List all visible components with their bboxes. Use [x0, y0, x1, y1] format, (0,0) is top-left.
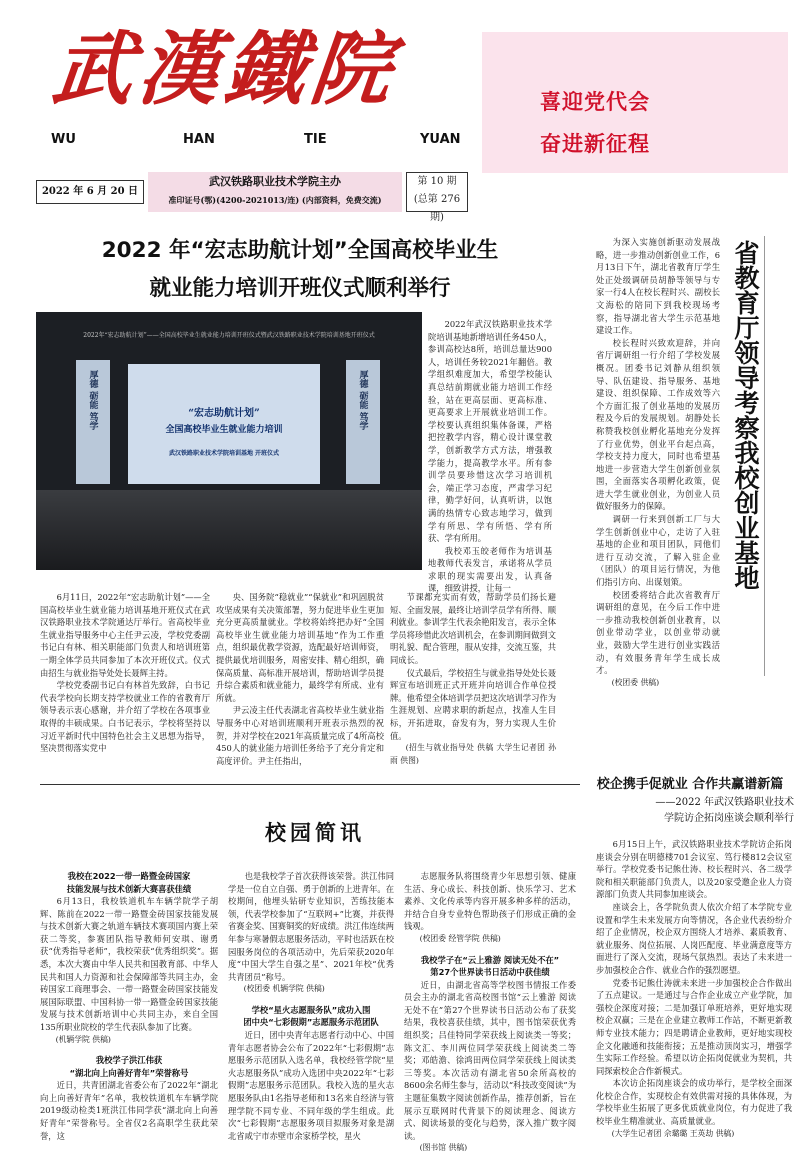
projection-screen	[128, 364, 320, 484]
issue-info-bar	[36, 172, 468, 223]
left-banner	[76, 360, 110, 484]
brief-credit: (校团委 机辆学院 供稿)	[243, 984, 325, 994]
masthead-pinyin-1: WU	[51, 132, 76, 147]
issue-total: (总第 276 期)	[413, 194, 461, 223]
main-article-column-2	[216, 591, 384, 775]
brief-title: 我校在2022一带一路暨金砖国家	[67, 871, 191, 881]
article2-body	[596, 838, 792, 1142]
brief-credit: (图书馆 供稿)	[419, 1143, 468, 1153]
divider	[764, 236, 765, 676]
article2-subtitle-1: ——2022 年武汉铁路职业技术	[655, 797, 794, 808]
paragraph: 本次访企拓岗座谈会的成功举行，是学校全面深化校企合作，实现校企有效供需对接的具体体现，为学校毕业生拓展了更多优质就业岗位，有力促进了我校毕业生精准就业、高质量就业。	[596, 1078, 792, 1127]
issue-number: 第 10 期	[417, 176, 457, 187]
brief-title: 第27个世界读书日活动中获佳绩	[430, 967, 550, 978]
paragraph: 为深入实施创新驱动发展战略，进一步推动创新创业工作，6月13日下午，湖北省教育厅学生处正处级调研员胡静等领导与专家一行4人在校长程时兴、副校长文海松的陪同下到我校现场考察，指导湖北省大学生示范基地建设工作。	[596, 237, 720, 336]
brief-title: 我校学子洪江伟获	[95, 1055, 163, 1066]
paragraph: 校团委将结合此次省教育厅调研组的意见，在今后工作中进一步推动我校创新创业教育，以创业带动学业，以创业带动就业，鼓励大学生进行创业实践活动，有效服务青年学生成长成才。	[596, 589, 720, 676]
print-permit: 准印证号(鄂)(4200-2021013/连) (内部资料，免费交流)	[168, 195, 382, 205]
main-headline	[40, 232, 560, 308]
masthead-title: 武漢鐵院	[48, 22, 402, 116]
paragraph: 仪式最后，学校招生与就业指导处处长聂辉宣布培训班正式开班并向培训合作单位授牌。他希望全体培训学员把这次培训学习作为生涯规划、应聘求职的新起点，找准人生目标，开拓进取，奋发有为，努力实现人生价值。	[390, 667, 556, 741]
paragraph: 调研一行来到创新工厂与大学生创新创业中心，走访了入驻基地的企业和项目团队，同他们进行互动交流，了解入驻企业（团队）的项目运行情况，为他们指引方向、出谋划策。	[596, 514, 720, 588]
brief-title: 团中央“七彩假期”志愿服务示范团队	[243, 1017, 379, 1028]
left-banner-text: 厚德 砺能 笃学	[87, 370, 98, 431]
paragraph: 座谈会上，各学院负责人依次介绍了本学院专业设置和学生未来发展方向等情况，各企业代表纷纷介绍了企业情况，校企双方围绕人才培养、素质教育、就业服务、岗位拓展、人岗匹配度、毕业满意度等方面进行了深入交流，现场气氛热烈。表达了未来进一步加强校企合作、就业合作的强烈愿望。	[596, 901, 792, 975]
slogan-line-1: 喜迎党代会	[540, 89, 650, 114]
paragraph: 学校党委副书记白有林首先致辞，白书记代表学校向长期支持学校就业工作的省教育厅领导表示衷心感谢，并介绍了学校在各项事业取得的丰硕成果。白书记表示，学校将坚持以习近平新时代中国特色社会主义思想为指导，坚决贯彻落实党中	[40, 680, 210, 754]
masthead-pinyin-4: YUAN	[420, 132, 461, 147]
screen-caption: 武汉铁路职业技术学院培训基地 开班仪式	[168, 450, 280, 457]
article2-subtitle-2: 学院访企拓岗座谈会顺利举行	[664, 813, 794, 824]
paragraph: 尹云凌主任代表湖北省高校毕业生就业指导服务中心对培训班顺利开班表示热烈的祝贺，并对学校在2021年高质量完成了4所高校450人的就业能力培训任务给予了充分肯定和高度评价。尹主任指出，	[216, 705, 384, 766]
side-vertical-headline: 省教育厅领导考察我校创业基地	[731, 240, 760, 590]
brief-title: 学校“星火志愿服务队”成功入围	[251, 1004, 371, 1015]
stage-banner-text: 2022年“宏志助航计划”——全国高校毕业生就业能力培训开班仪式暨武汉铁路职业技术学院培训基地开班仪式	[83, 332, 375, 339]
brief-text: 近日，共青团湖北省委公布了2022年“湖北向上向善好青年”名单，我校铁道机车车辆学院2019级动检类1班洪江伟同学获“湖北向上向善好青年”荣誉称号。全省仅2名高职学生获此荣誉，这	[40, 1080, 218, 1141]
right-banner	[346, 360, 380, 484]
masthead	[45, 14, 465, 152]
stage-floor	[36, 490, 422, 570]
paragraph: 校长程时兴致欢迎辞，并向省厅调研组一行介绍了学校发展概况。团委书记刘静从组织领导、队伍建设、指导服务、基地建设、组织保障、工作成效等六个方面汇报了创业基地的发展历程及今后的发展规划。胡静处长称赞我校创业孵化基地充分发挥了行业优势，创业平台起点高，学校支持力度大，同时也希望基地进一步营造大学生创新创业氛围，全面落实各项孵化政策，促进大学生就业创业，为创业人员做好服务力的保障。	[596, 337, 720, 512]
brief-credit: (校团委 经管学院 供稿)	[419, 933, 501, 943]
side-article-column	[596, 236, 720, 771]
main-headline-line-1: 2022 年“宏志助航计划”全国高校毕业生	[101, 238, 499, 263]
brief-column-1	[40, 870, 218, 1140]
masthead-pinyin-2: HAN	[183, 132, 215, 147]
brief-text: 近日，团中央青年志愿者行动中心、中国青年志愿者协会公布了2022年“七彩假期”志愿服务示范团队入选名单，我校经管学院“星火志愿服务队”成功入选团中央2022年“七彩假期”志愿服务示范团队。我校入选的星火志愿服务队由1名指导老师和13名来自经济与管理学院不同专业、不同年级的学生组成。此次“七彩假期”志愿服务项目拟服务对象是湖北省咸宁市赤壁市余家桥学校，星火	[228, 1029, 394, 1141]
brief-title: “湖北向上向善好青年”荣誉称号	[69, 1067, 189, 1078]
brief-column-3	[404, 870, 576, 1153]
paragraph: 央、国务院“稳就业”“保就业”和巩固脱贫攻坚成果有关决策部署，努力促进毕业生更加充分更高质量就业。学校将始终把办好“全国高校毕业生就业能力培训基地”作为工作重点，组织最优教学资源，选配最好培训师资，提供最优培训服务，周密安排、精心组织，确保高质量、高标准开展培训，帮助培训学员提升综合素质和就业能力，最终学有所成、业有所就。	[216, 592, 384, 703]
paragraph: 6月11日，2022年“宏志助航计划”——全国高校毕业生就业能力培训基地开班仪式在武汉铁路职业技术学院通达厅举行。省高校毕业生就业指导服务中心主任尹云凌，学校党委副书记白有林、相关职能部门负责人和培训班第一期全体学员共同参加了本次开班仪式。仪式由招生与就业指导处处长聂辉主持。	[40, 592, 210, 678]
right-banner-text: 厚德 砺能 笃学	[357, 370, 368, 431]
event-photo	[36, 312, 422, 570]
publisher: 武汉铁路职业技术学院主办	[209, 175, 341, 188]
slogan-box	[482, 32, 788, 173]
brief-text: 6月13日，我校铁道机车车辆学院学子胡辉、陈前在2022一带一路暨金砖国家技能发展与技术创新大赛之轨道车辆技术赛项国内赛上荣获二等奖，参赛团队指导教师何安琪、谢勇获“优秀指导老师”，我校荣获“优秀组织奖”。据悉，本次大赛由中华人民共和国教育部、中华人民共和国人力资源和社会保障部等共同主办，金砖国家工商理事会、一带一路暨金砖国家技能发展国际联盟、中国科协一带一路暨金砖国家技能发展与技术创新培训中心共同主办，来自全国135所职业院校的学生代表队参加了比赛。	[40, 896, 218, 1032]
paragraph: 2022年武汉铁路职业技术学院培训基地新增培训任务450人，参训高校达8所，培训总量达900人，培训任务较2021年翻倍。教学组织难度加大，希望学校能认真总结前期就业能力培训工作经验，站在更高层面、更高标准、更高要求上开展就业培训工作。学校要认真组织集体备课，严格把控教学内容，精心设计课堂教学，创新教学方式方法，增强教学能力，提高教学水平。所有参训学员要珍惜这次学习培训机会，端正学习态度，严肃学习纪律，勤学好问，认真听讲，以饱满的热情专心致志地学习，做到学有所思、学有所悟、学有所获、学有所用。	[428, 319, 552, 544]
paragraph: 党委书记熊仕涛就未来进一步加强校企合作做出了五点建议。一是通过与合作企业成立产业学院，加强校企深度对接；二是加强订单班培养，更好地实现校企双赢；三是在企业建立教师工作站，不断更新教师专业技术能力；四是聘请企业教师，更好地实现校企文化融通和技能衔接；五是推动顶岗实习，增强学生实际工作经验。希望以访企拓岗促就业为契机，共同探索校企合作新模式。	[596, 977, 792, 1076]
paragraph: 6月15日上午，武汉铁路职业技术学院访企拓岗座谈会分别在明德楼701会议室、笃行楼812会议室举行。学校党委书记熊仕涛、校长程时兴、各二级学院和相关职能部门负责人，以及20家受邀企业人力资源部门负责人共同参加座谈会。	[596, 839, 792, 900]
brief-credit: (机辆学院 供稿)	[55, 1034, 111, 1044]
slogan-line-2: 奋进新征程	[540, 131, 650, 156]
screen-title: “宏志助航计划”	[188, 408, 260, 419]
brief-column-2	[228, 870, 394, 1140]
publisher-box	[148, 172, 402, 212]
photo-credit: (招生与就业指导处 供稿 大学生记者团 孙雨 供图)	[390, 743, 556, 765]
main-article-column-3	[390, 591, 556, 775]
main-article-column-1	[40, 591, 210, 775]
article2-title: 校企携手促就业 合作共赢谱新篇	[596, 777, 784, 792]
paragraph: 节课都充实而有效，帮助学员们扬长避短、全面发展，最终让培训学员学有所得、顺利就业。参训学生代表余艳阳发言，表示全体学员将珍惜此次培训机会，在参训期间做到文明礼貌、配合管理，服从安排，交流互鉴，共同成长。	[390, 592, 556, 665]
brief-title: 技能发展与技术创新大赛喜获佳绩	[66, 883, 192, 894]
brief-title: 我校学子在“云上雅游 阅读无处不在”	[420, 954, 560, 965]
brief-text: 志愿服务队将围绕青少年思想引领、健康生活、身心成长、科技创新、快乐学习、艺术素养、文化传承等内容开展多种多样的活动，并结合自身专业特色帮助孩子们形成正确的金钱观。	[404, 871, 576, 932]
issue-number-box	[406, 172, 468, 223]
side-credit: (校团委 供稿)	[611, 677, 660, 687]
article2-credit: (大学生记者团 佘璐璐 王英劫 供稿)	[611, 1128, 735, 1138]
brief-text: 近日，由湖北省高等学校图书情报工作委员会主办的湖北省高校图书馆“云上雅游 阅读无处不在”第27个世界读书日活动公布了获奖结果，我校喜获佳绩，其中，图书馆荣获优秀组织奖；吕佳特同学荣获线上阅读类一等奖；陈文汇、李川两位同学荣获线上阅读类二等奖；邓皓澹、徐鸿田两位同学荣获线上阅读类三等奖。本次活动有湖北省50余所高校的8600余名师生参与，活动以“科技改变阅读”为主题征集数字阅读创新作品，推荐创新，旨在展示互联网时代背景下的阅读理念、阅读方式、阅读场景的变化与趋势，深入推广数字阅读。	[404, 979, 576, 1141]
screen-subtitle: 全国高校毕业生就业能力培训	[165, 425, 283, 435]
masthead-pinyin-3: TIE	[304, 132, 327, 147]
briefs-section-title: 校园简讯	[265, 820, 365, 845]
main-headline-line-2: 就业能力培训开班仪式顺利举行	[149, 276, 451, 301]
issue-date: 2022 年 6 月 20 日	[36, 180, 144, 204]
paragraph: 我校邓玉皎老师作为培训基地教师代表发言，承诺将从学员求职的现实需要出发，认真备课，细致讲授，让每一	[428, 545, 552, 594]
main-article-right-column	[428, 318, 552, 594]
brief-text: 也是我校学子首次获得该荣誉。洪江伟同学是一位自立自强、勇于创新的上进青年。在校期间，他埋头钻研专业知识，苦练技能本领，代表学校参加了“互联网+”比赛，并获得省赛金奖、国赛铜奖的好成绩。洪江伟连续两年参与寒暑假志愿服务活动，平时也活跃在校园服务岗位的各项活动中，先后荣获2020年度“中国大学生自强之星”、2021年校“优秀共青团员”称号。	[228, 871, 394, 982]
divider	[40, 784, 580, 785]
